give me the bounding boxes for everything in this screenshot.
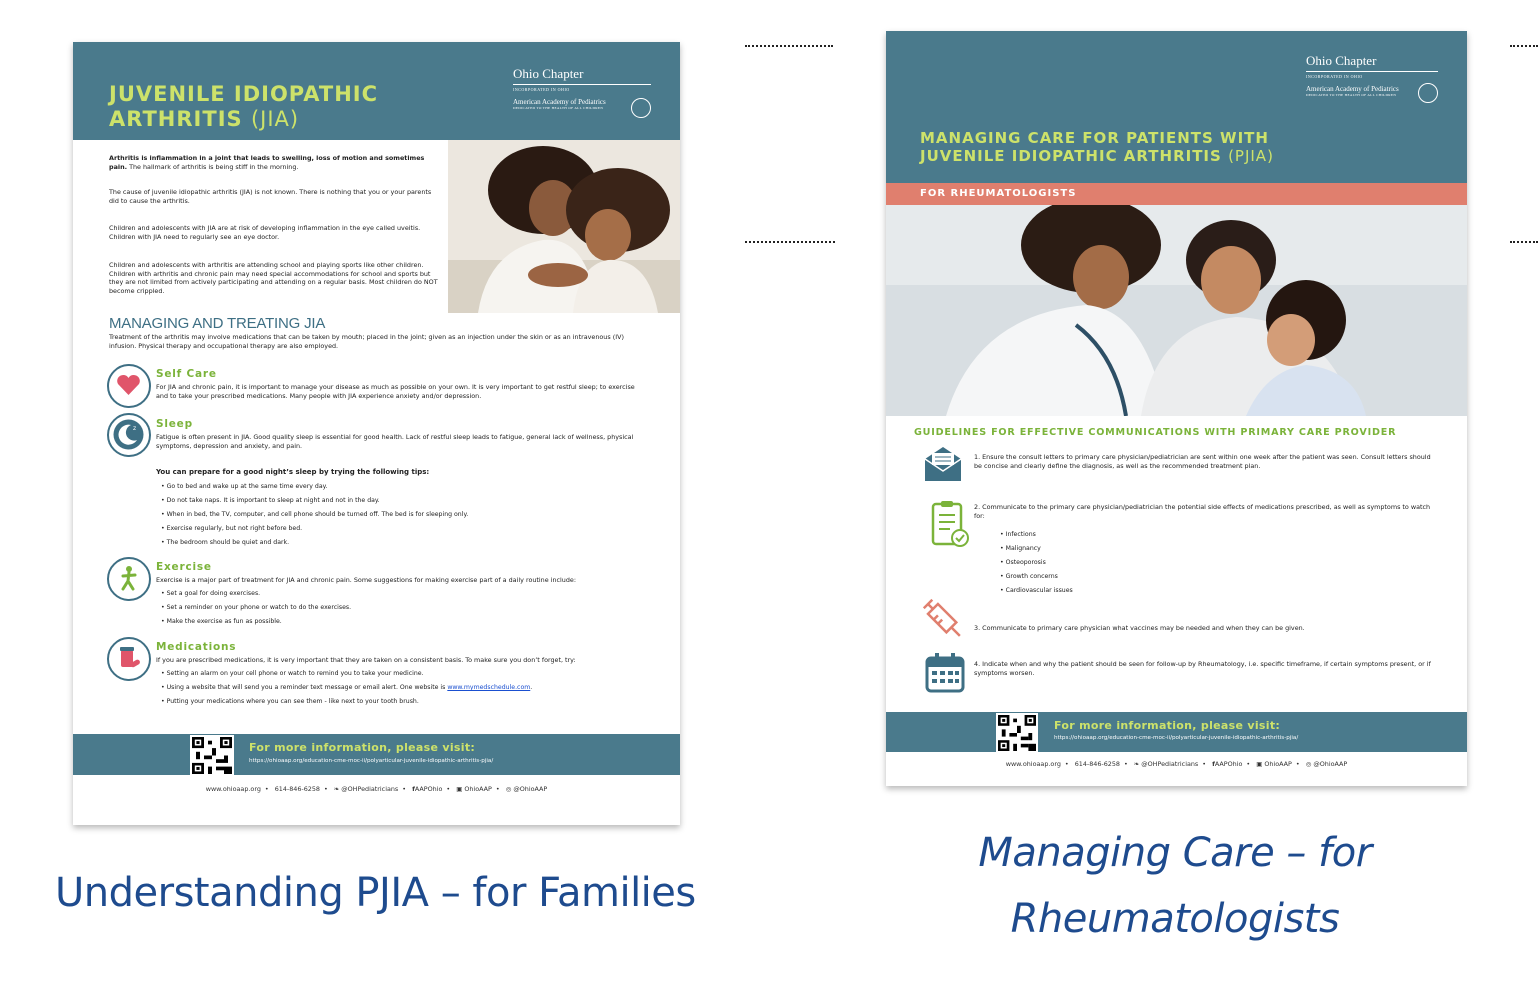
treatment-paragraph: Treatment of the arthritis may involve medications that can be taken by mouth; placed in the joint; given as an injection under the skin or as an intravenous (IV) infusion. Physical therapy and occupational therapy are also employed. [109,333,624,350]
dotted-divider [745,241,835,243]
list-item: • Exercise regularly, but not right before bed. [161,522,468,536]
more-info-label: For more information, please visit: [1054,719,1281,732]
medications-text: If you are prescribed medications, it is very important that they are taken on a consistent basis. To make sure you don’t forget, try: [156,656,576,664]
rheumatologists-caption-link-line1[interactable]: Managing Care – for [978,830,1372,876]
phone-number: 614-846-6258 [274,785,320,793]
self-care-text: For JIA and chronic pain, it is important to manage your disease as much as possible on your own. It is very important to get restful sleep; to exercise and to take your prescribed medications. Many people with JIA experience anxiety and/or depression. [156,383,635,400]
list-item: • Set a reminder on your phone or watch to do the exercises. [161,601,351,615]
website-link[interactable]: www.ohioaap.org [1005,760,1061,768]
clinic-photo [886,205,1467,416]
self-care-heading: Self Care [156,368,217,380]
calendar-icon [924,652,966,699]
document-footer-band [886,712,1467,752]
rheumatologists-document-thumbnail[interactable] [886,31,1467,786]
medications-icon [107,637,151,681]
sleep-tips-list [161,480,468,550]
medications-heading: Medications [156,641,237,653]
youtube-icon: ▣ [1256,760,1263,768]
mother-daughter-illustration [448,140,680,313]
aap-seal-icon [631,98,651,118]
youtube-handle[interactable]: OhioAAP [1264,760,1292,768]
guideline-2: 2. Communicate to the primary care physician/pediatrician the potential side effects of medications prescribed, as well as symptoms to watch for: [974,503,1431,520]
guideline-3: 3. Communicate to primary care physician what vaccines may be needed and when they can be given. [974,624,1305,632]
guideline-1: 1. Ensure the consult letters to primary care physician/pediatrician are sent within one week after the patient was seen. Consult letters should be concise and clearly define the diagnosis, as well as the recommended treatment plan. [974,453,1431,470]
dotted-divider [1510,241,1538,243]
families-caption-link[interactable]: Understanding PJIA – for Families [55,870,696,916]
list-item: • Cardiovascular issues [1000,584,1073,598]
twitter-handle[interactable]: @OHPediatricians [1141,760,1199,768]
sleep-heading: Sleep [156,418,193,430]
sleep-tips-heading: You can prepare for a good night’s sleep by trying the following tips: [156,468,430,476]
document-title: MANAGING CARE FOR PATIENTS WITH JUVENILE IDIOPATHIC ARTHRITIS (PJIA) [920,129,1274,165]
document-footer-band [73,734,680,775]
document-title: JUVENILE IDIOPATHIC ARTHRITIS (JIA) [109,82,379,132]
syringe-icon [920,596,970,651]
guidelines-heading: GUIDELINES FOR EFFECTIVE COMMUNICATIONS WITH PRIMARY CARE PROVIDER [914,427,1397,438]
doctor-patient-illustration [886,205,1467,416]
facebook-icon: f [1212,760,1215,768]
document-header [886,31,1467,183]
aap-seal-icon [1418,83,1438,103]
sleep-moon-icon [107,413,151,457]
twitter-icon: ❧ [333,785,340,793]
social-links-row: www.ohioaap.org • 614-846-6258 • ❧ @OHPediatricians • fAAPOhio • ▣ OhioAAP • ◎ @OhioAAP [1005,760,1348,768]
envelope-icon [922,445,964,488]
school-paragraph: Children and adolescents with arthritis are attending school and playing sports like other children. Children with arthritis and chronic pain may need special accommodations for school and sports but they are not limited from actively participating and attending on a regular basis. Most children do NOT become crippled. [109,261,438,295]
guideline-4: 4. Indicate when and why the patient should be seen for follow-up by Rheumatology, i.e. specific timeframe, if certain symptoms present, or if symptoms worsen. [974,660,1431,677]
exercise-text: Exercise is a major part of treatment for JIA and chronic pain. Some suggestions for making exercise part of a daily routine include: [156,576,577,584]
svg-text:z: z [133,425,137,432]
social-links-row: www.ohioaap.org • 614-846-6258 • ❧ @OHPediatricians • fAAPOhio • ▣ OhioAAP • ◎ @OhioAAP [205,785,548,793]
list-item: • Set a goal for doing exercises. [161,587,351,601]
instagram-icon: ◎ [505,785,512,793]
exercise-heading: Exercise [156,561,212,573]
list-item: • Make the exercise as fun as possible. [161,615,351,629]
cause-paragraph: The cause of juvenile idiopathic arthritis (JIA) is not known. There is nothing that you or your parents did to cause the arthritis. [109,188,432,205]
list-item: • Go to bed and wake up at the same time every day. [161,480,468,494]
qr-code[interactable] [190,735,234,776]
medications-list [161,667,532,709]
dotted-divider [1510,45,1538,47]
list-item: • Putting your medications where you can see them - like next to your tooth brush. [161,695,532,709]
list-item: • The bedroom should be quiet and dark. [161,536,468,550]
side-effects-list [1000,528,1073,598]
mymedschedule-link[interactable]: www.mymedschedule.com [447,684,531,691]
clipboard-checklist-icon [930,499,970,554]
website-link[interactable]: www.ohioaap.org [205,785,261,793]
family-photo [448,140,680,313]
exercise-icon [107,557,151,601]
more-info-url[interactable]: https://ohioaap.org/education-cme-moc-ii/polyarticular-juvenile-idiopathic-arthritis-pjia/ [1054,735,1299,741]
families-document-thumbnail[interactable] [73,42,680,825]
phone-number: 614-846-6258 [1074,760,1120,768]
sleep-text: Fatigue is often present in JIA. Good quality sleep is essential for good health. Lack of restful sleep leads to fatigue, general lack of wellness, physical symptoms, depression and anxiety, and pain. [156,433,634,450]
document-header [73,42,680,140]
twitter-handle[interactable]: @OHPediatricians [341,785,399,793]
twitter-icon: ❧ [1133,760,1140,768]
audience-label: FOR RHEUMATOLOGISTS [920,188,1077,199]
instagram-handle[interactable]: @OhioAAP [513,785,548,793]
uveitis-paragraph: Children and adolescents with JIA are at risk of developing inflammation in the eye called uveitis. Children with JIA need to regularly see an eye doctor. [109,224,421,241]
youtube-icon: ▣ [456,785,463,793]
list-item: • Osteoporosis [1000,556,1073,570]
intro-paragraph: Arthritis is inflammation in a joint that leads to swelling, loss of motion and sometimes pain. The hallmark of arthritis is being stiff in the morning. [109,154,425,171]
instagram-icon: ◎ [1305,760,1312,768]
list-item: • Malignancy [1000,542,1073,556]
dotted-divider [745,45,833,47]
exercise-list [161,587,351,629]
list-item: • Using a website that will send you a reminder text message or email alert. One website is www.mymedschedule.com. [161,681,532,695]
facebook-handle[interactable]: AAPOhio [414,785,443,793]
youtube-handle[interactable]: OhioAAP [464,785,492,793]
more-info-url[interactable]: https://ohioaap.org/education-cme-moc-ii/polyarticular-juvenile-idiopathic-arthritis-pjia/ [249,758,494,764]
qr-code[interactable] [996,713,1038,753]
list-item: • Do not take naps. It is important to sleep at night and not in the day. [161,494,468,508]
facebook-handle[interactable]: AAPOhio [1214,760,1243,768]
audience-band [886,183,1467,205]
list-item: • Setting an alarm on your cell phone or watch to remind you to take your medicine. [161,667,532,681]
heart-icon [107,364,151,408]
more-info-label: For more information, please visit: [249,741,476,754]
list-item: • When in bed, the TV, computer, and cell phone should be turned off. The bed is for sleeping only. [161,508,468,522]
instagram-handle[interactable]: @OhioAAP [1313,760,1348,768]
list-item: • Growth concerns [1000,570,1073,584]
ohio-aap-logo: Ohio Chapter INCORPORATED IN OHIO American Academy of Pediatrics DEDICATED TO THE HEALTH OF ALL CHILDREN [513,66,651,110]
facebook-icon: f [412,785,415,793]
ohio-aap-logo: Ohio Chapter INCORPORATED IN OHIO American Academy of Pediatrics DEDICATED TO THE HEALTH OF ALL CHILDREN [1306,53,1438,97]
list-item: • Infections [1000,528,1073,542]
section-heading: MANAGING AND TREATING JIA [109,315,326,332]
rheumatologists-caption-link-line2[interactable]: Rheumatologists [1010,896,1340,942]
